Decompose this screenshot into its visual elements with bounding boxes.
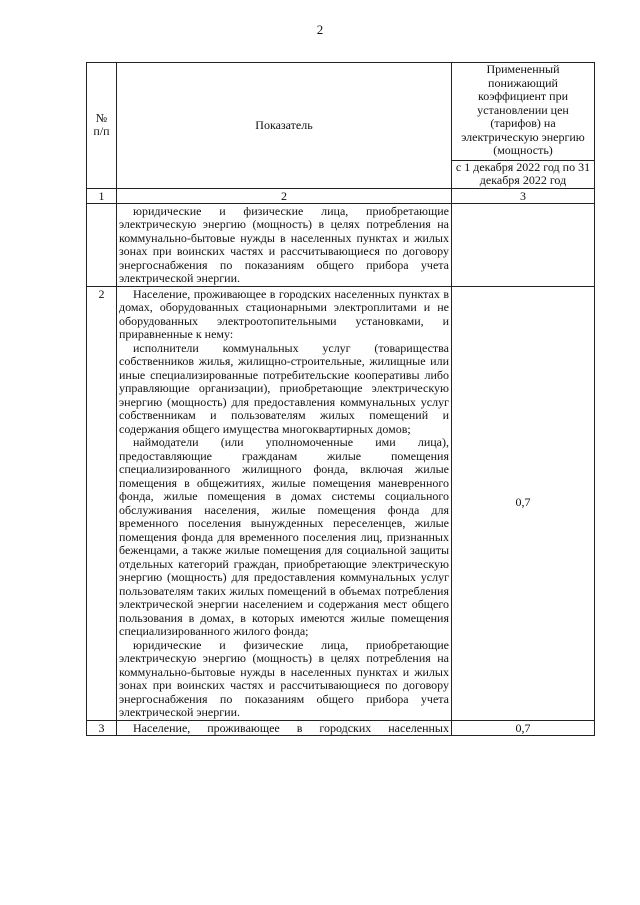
row-indicator [117,720,452,736]
column-number-2: 2 [117,188,452,203]
header-indicator-label: Показатель [255,117,313,132]
row-num: 3 [87,720,117,736]
row-indicator [117,286,452,720]
table-row [87,720,595,736]
column-number-row [87,188,595,203]
row-paragraph: исполнители коммунальных услуг (товарищества собственников жилья, жилищно-строительные, жилищные или иные специализированные потребительские кооперативы либо управляющие организации), приобретающие электрическую энергию (мощность) для предоставления коммунальных услуг собственникам и пользователям жилых помещений и содержания общего имущества многоквартирных домов; [119,340,449,436]
row-paragraph: Население, проживающее в городских населенных [133,720,449,735]
row-coef [452,203,595,286]
column-number-1: 1 [87,188,117,203]
row-coef: 0,7 [452,720,595,736]
row-paragraph: юридические и физические лица, приобретающие электрическую энергию (мощность) в целях потребления на коммунально-бытовые нужды в населенных пунктах и жилых зонах при воинских частях и рассчитывающиеся по договору энергоснабжения по показаниям общего прибора учета электрической энергии. [119,637,449,719]
row-indicator [117,203,452,286]
column-number-3: 3 [452,188,595,203]
header-indicator-cell [117,63,452,189]
table-row [87,286,595,720]
header-period-cell [452,160,595,188]
header-num-label: № п/п [93,110,110,139]
table-row [87,203,595,286]
row-paragraph: юридические и физические лица, приобретающие электрическую энергию (мощность) в целях потребления на коммунально-бытовые нужды в населенных пунктах и жилых зонах при воинских частях и рассчитывающиеся по договору энергоснабжения по показаниям общего прибора учета электрической энергии. [119,203,449,285]
row-paragraph: наймодатели (или уполномоченные ими лица), предоставляющие гражданам жилые помещения специализированного жилищного фонда, включая жилые помещения в общежитиях, жилые помещения маневренного фонда, жилые помещения в домах системы социального обслуживания населения, жилые помещения фонда для временного поселения вынужденных переселенцев, жилые помещения фонда для временного поселения лиц, признанных беженцами, а также жилые помещения для социальной защиты отдельных категорий граждан, приобретающие электрическую энергию (мощность) для предоставления коммунальных услуг пользователям таких жилых помещений в объемах потребления электрической энергии населением и содержания мест общего пользования в домах, в которых имеются жилые помещения специализированного жилого фонда; [119,435,449,638]
row-paragraph: Население, проживающее в городских населенных пунктах в домах, оборудованных стационарными электроплитами и не оборудованных электроотопительными установками, и приравненные к нему: [119,286,449,341]
page-number: 2 [316,22,324,37]
table-header-row [87,63,595,161]
row-coef: 0,7 [452,286,595,720]
header-coef-cell [452,63,595,161]
tariff-table [86,62,595,736]
row-num [87,203,117,286]
row-num: 2 [87,286,117,720]
header-coef-label: Примененный понижающий коэффициент при установлении цен (тарифов) на электрическую энергию (мощность) [461,62,585,157]
header-period-label: с 1 декабря 2022 год по 31 декабря 2022 год [455,159,591,187]
header-num-cell [87,63,117,189]
